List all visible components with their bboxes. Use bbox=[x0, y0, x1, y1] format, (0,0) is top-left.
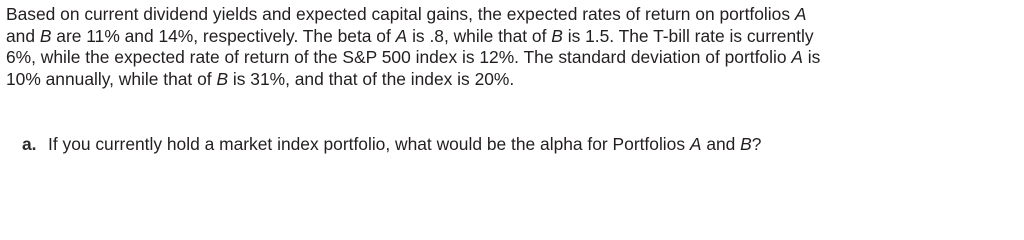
text-run: is 1.5. The T-bill rate is currently bbox=[562, 25, 814, 46]
text-run: If you currently hold a market index portfolio, what would be the alpha for Portfolios bbox=[48, 134, 690, 154]
italic-variable: B bbox=[39, 25, 52, 46]
problem-statement bbox=[6, 4, 1022, 90]
italic-variable: A bbox=[794, 4, 807, 24]
question-part-a bbox=[22, 134, 761, 156]
text-run: is 31%, and that of the index is 20%. bbox=[228, 68, 515, 89]
part-question-text bbox=[48, 134, 761, 154]
problem-line bbox=[6, 26, 1022, 48]
text-run: ? bbox=[751, 134, 762, 154]
problem-line bbox=[6, 4, 1022, 26]
text-run: are 11% and 14%, respectively. The beta of bbox=[51, 25, 396, 46]
text-run: 10% annually, while that of bbox=[6, 68, 217, 89]
italic-variable: B bbox=[216, 68, 229, 89]
italic-variable: A bbox=[395, 25, 408, 46]
italic-variable: A bbox=[689, 134, 702, 154]
problem-line bbox=[6, 47, 1022, 69]
text-run: 6%, while the expected rate of return of the S&P 500 index is 12%. The standard deviation of portfolio bbox=[6, 47, 792, 67]
next-line-cutoff bbox=[56, 156, 956, 162]
text-run: is .8, while that of bbox=[407, 25, 552, 46]
italic-variable: B bbox=[551, 25, 563, 46]
text-run: is bbox=[802, 47, 821, 67]
italic-variable: A bbox=[791, 47, 803, 67]
text-run: Based on current dividend yields and expected capital gains, the expected rates of return on portfolios bbox=[6, 4, 795, 24]
text-run: and bbox=[701, 134, 741, 154]
problem-line bbox=[6, 69, 1022, 91]
text-run: and bbox=[6, 25, 40, 46]
part-letter: a. bbox=[22, 134, 37, 154]
italic-variable: B bbox=[740, 134, 752, 154]
